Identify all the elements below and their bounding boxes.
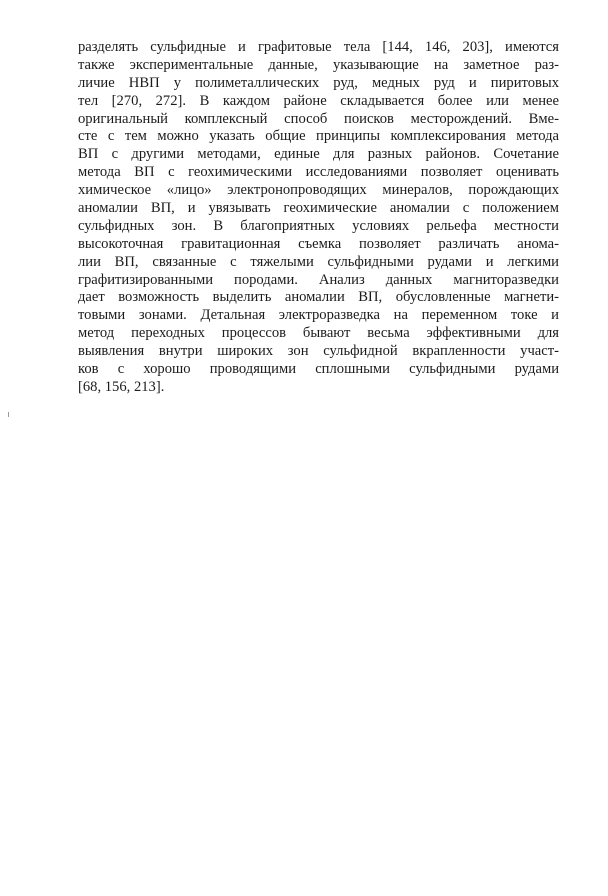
text-line: высокоточная гравитационная съемка позволяет различать анома- [78, 235, 559, 252]
text-line: лии ВП, связанные с тяжелыми сульфидными рудами и легкими [78, 253, 559, 270]
text-line: аномалии ВП, и увязывать геохимические аномалии с положением [78, 200, 559, 217]
text-line: сульфидных зон. В благоприятных условиях рельефа местности [78, 217, 559, 234]
text-line: химическое «лицо» электронопроводящих минералов, порождающих [78, 182, 559, 199]
text-line: выявления внутри широких зон сульфидной вкрапленности участ- [78, 343, 559, 360]
text-line: графитизированными породами. Анализ данных магниторазведки [78, 271, 559, 288]
text-line: метода ВП с геохимическими исследованиями позволяет оценивать [78, 164, 559, 181]
text-line: товыми зонами. Детальная электроразведка на переменном токе и [78, 307, 559, 324]
text-line: оригинальный комплексный способ поисков месторождений. Вме- [78, 110, 559, 127]
text-line: метод переходных процессов бывают весьма эффективными для [78, 325, 559, 342]
text-line: также экспериментальные данные, указывающие на заметное раз- [78, 56, 559, 73]
text-line: тел [270, 272]. В каждом районе складывается более или менее [78, 92, 559, 109]
text-line: [68, 156, 213]. [78, 378, 165, 395]
text-line: дает возможность выделить аномалии ВП, обусловленные магнети- [78, 289, 559, 306]
text-line: ков с хорошо проводящими сплошными сульфидными рудами [78, 361, 559, 378]
text-line: сте с тем можно указать общие принципы комплексирования метода [78, 128, 559, 145]
text-line: ВП с другими методами, единые для разных районов. Сочетание [78, 146, 559, 163]
text-line: разделять сульфидные и графитовые тела [144, 146, 203], имеются [78, 39, 559, 55]
margin-mark [8, 412, 9, 417]
text-line: личие НВП у полиметаллических руд, медных руд и пиритовых [78, 74, 559, 91]
body-paragraph [78, 39, 559, 397]
